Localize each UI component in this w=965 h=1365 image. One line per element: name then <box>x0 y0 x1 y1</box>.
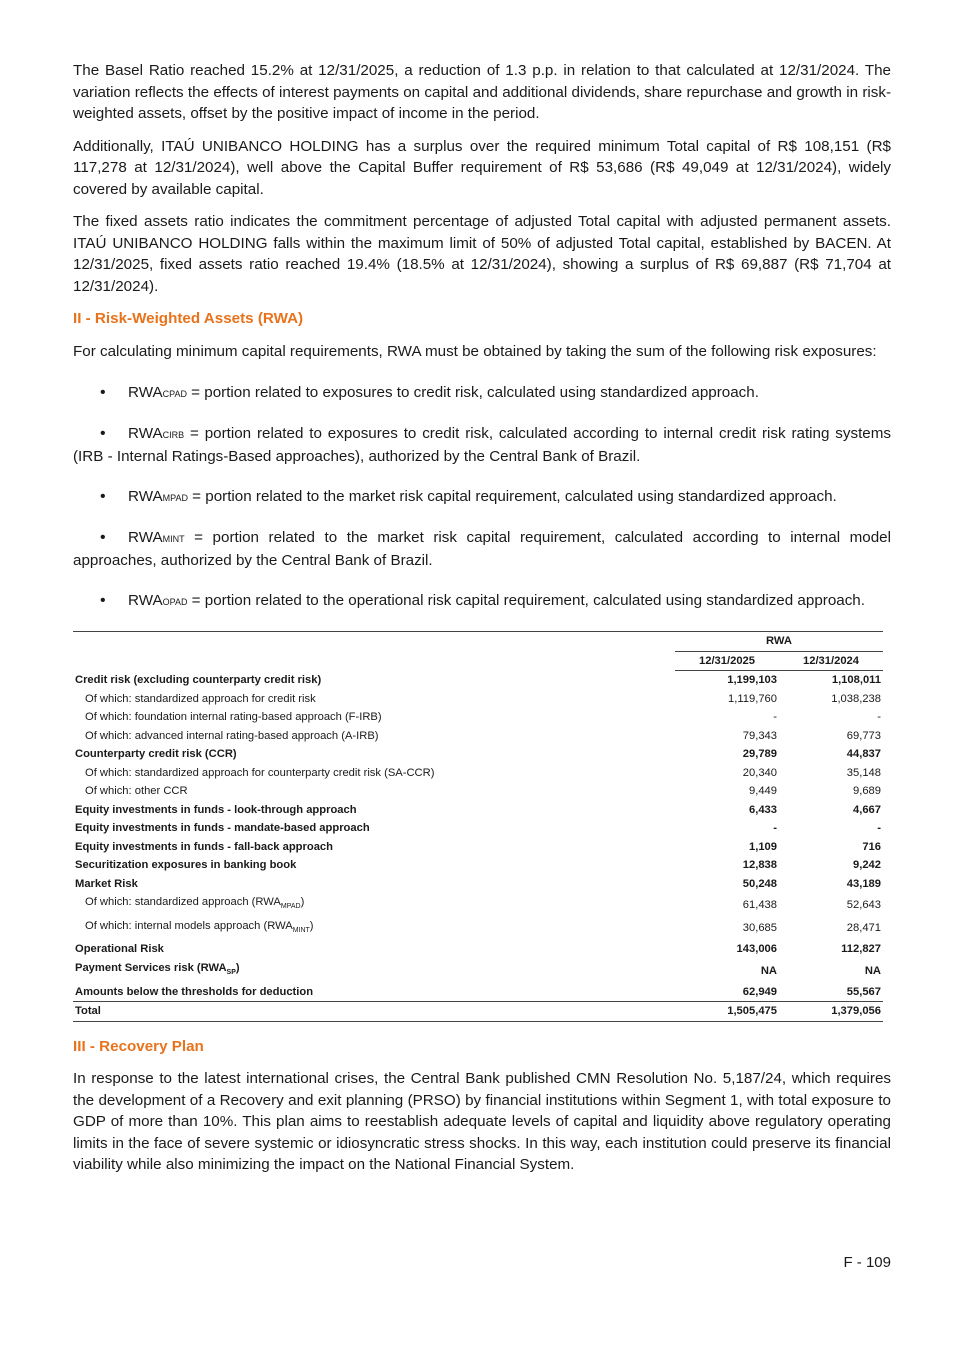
value-2024: 44,837 <box>846 748 881 760</box>
rwa-bullet-item <box>73 382 891 405</box>
table-row <box>73 782 883 801</box>
rwa-bullet-list <box>73 382 891 613</box>
bullet-text: = portion related to the market risk capital requirement, calculated using standardized approach. <box>187 488 837 505</box>
row-label-subscript: MINT <box>292 926 310 934</box>
bullet-icon: • <box>100 384 106 401</box>
value-2024: 9,689 <box>853 785 881 797</box>
value-2025: 50,248 <box>742 877 777 890</box>
rwa-bullet-item <box>73 590 891 613</box>
rwa-table <box>73 631 883 1022</box>
row-label-text: Of which: internal models approach (RWA <box>85 919 293 932</box>
table-row <box>73 690 883 709</box>
bullet-prefix: RWA <box>128 529 163 546</box>
row-label-text: Equity investments in funds - fall-back approach <box>75 840 333 853</box>
row-label-subscript: MPAD <box>280 903 301 911</box>
bullet-icon: • <box>100 425 106 442</box>
row-label <box>73 727 675 746</box>
heading-recovery-plan: III - Recovery Plan <box>73 1037 204 1055</box>
row-label-text: Operational Risk <box>75 943 164 956</box>
bullet-subscript: CPAD <box>162 389 187 399</box>
row-label-suffix: ) <box>309 919 314 932</box>
row-label <box>73 917 675 941</box>
row-label <box>73 819 675 838</box>
table-row <box>73 856 883 875</box>
value-2024: 69,773 <box>846 729 881 742</box>
value-2024: 35,148 <box>846 766 881 779</box>
table-row <box>73 838 883 857</box>
row-label-text: Of which: standardized approach for counterparty credit risk (SA-CCR) <box>85 766 435 779</box>
table-row <box>73 764 883 783</box>
row-label <box>73 940 675 959</box>
document-page <box>73 60 891 1187</box>
row-label-text: Amounts below the thresholds for deduction <box>75 985 314 998</box>
value-2024: 9,242 <box>853 859 881 871</box>
rwa-bullet-item <box>73 527 891 572</box>
row-label <box>73 875 675 894</box>
row-label-text: Market Risk <box>75 877 138 890</box>
value-2024: NA <box>864 964 881 977</box>
row-label <box>73 801 675 820</box>
bullet-subscript: MPAD <box>162 493 188 503</box>
row-label-text: Securitization exposures in banking book <box>75 859 297 871</box>
value-2025: NA <box>760 964 777 977</box>
row-label-text: Of which: other CCR <box>85 785 188 797</box>
row-label-text: Total <box>75 1005 101 1018</box>
value-2024: - <box>877 711 881 723</box>
row-label <box>73 983 675 1002</box>
paragraph-fixed-assets: The fixed assets ratio indicates the commitment percentage of adjusted Total capital with adjusted permanent assets. ITAÚ UNIBANCO HOLDING falls within the maximum limit of 50% of adjusted Total capital, established by BACEN. At 12/31/2025, fixed assets ratio reached 19.4% (18.5% at 12/31/2024), showing a surplus of R$ 69,887 (R$ 71,704 at 12/31/2024). <box>73 213 891 295</box>
row-label <box>73 671 675 690</box>
bullet-prefix: RWA <box>128 488 163 505</box>
row-label-text: Credit risk (excluding counterparty credit risk) <box>75 673 322 686</box>
row-label <box>73 959 675 983</box>
bullet-prefix: RWA <box>128 425 163 442</box>
bullet-subscript: CIRB <box>162 430 185 440</box>
table-row <box>73 801 883 820</box>
value-2025: 30,685 <box>742 922 777 935</box>
bullet-text: = portion related to exposures to credit risk, calculated according to internal credit risk rating systems (IRB - Internal Ratings-Based approaches), authorized by the Central Bank of Brazil. <box>73 425 891 465</box>
row-label-text: Of which: advanced internal rating-based approach (A-IRB) <box>85 729 379 742</box>
row-label <box>73 690 675 709</box>
value-2025: - <box>773 822 777 834</box>
paragraph-basel-ratio: The Basel Ratio reached 15.2% at 12/31/2025, a reduction of 1.3 p.p. in relation to that calculated at 12/31/2024. The variation reflects the effects of interest payments on capital and additional dividends, share repurchase and growth in risk-weighted assets, offset by the positive impact of income in the period. <box>73 62 891 122</box>
rwa-bullet-item <box>73 423 891 468</box>
row-label-text: Of which: standardized approach (RWA <box>85 896 281 908</box>
value-2024: 1,108,011 <box>831 674 881 686</box>
table-row <box>73 1002 883 1022</box>
row-label <box>73 838 675 857</box>
column-header-2025: 12/31/2025 <box>675 651 779 671</box>
bullet-icon: • <box>100 529 106 546</box>
row-label-subscript: SP <box>226 969 236 977</box>
table-row <box>73 983 883 1002</box>
table-row <box>73 917 883 941</box>
value-2025: 1,119,760 <box>728 692 777 705</box>
bullet-text: = portion related to exposures to credit risk, calculated using standardized approach. <box>186 384 759 401</box>
value-2024: 52,643 <box>846 898 881 911</box>
table-row <box>73 893 883 917</box>
row-label-text: Of which: foundation internal rating-based approach (F-IRB) <box>85 711 382 723</box>
value-2025: 62,949 <box>742 985 777 998</box>
bullet-prefix: RWA <box>128 384 163 401</box>
row-label <box>73 856 675 875</box>
value-2025: 79,343 <box>742 729 777 742</box>
value-2024: 43,189 <box>846 877 881 890</box>
table-row <box>73 875 883 894</box>
paragraph-rwa-intro: For calculating minimum capital requirements, RWA must be obtained by taking the sum of the following risk exposures: <box>73 342 877 360</box>
row-label-text: Counterparty credit risk (CCR) <box>75 748 237 760</box>
row-label <box>73 1002 675 1022</box>
bullet-subscript: OPAD <box>162 597 188 607</box>
rwa-table-body <box>73 671 883 1022</box>
table-row <box>73 727 883 746</box>
value-2024: 4,667 <box>853 803 881 816</box>
value-2024: 55,567 <box>846 985 881 998</box>
bullet-prefix: RWA <box>128 592 163 609</box>
table-row <box>73 940 883 959</box>
row-label-text: Payment Services risk (RWA <box>75 961 227 974</box>
value-2024: 112,827 <box>841 943 881 956</box>
table-row <box>73 671 883 690</box>
row-label-suffix: ) <box>300 896 305 908</box>
value-2025: 143,006 <box>736 943 777 956</box>
heading-rwa: II - Risk-Weighted Assets (RWA) <box>73 310 304 327</box>
page-number: F - 109 <box>843 1254 891 1271</box>
bullet-subscript: MINT <box>162 534 185 544</box>
table-row <box>73 745 883 764</box>
bullet-icon: • <box>100 592 106 609</box>
row-label-text: Equity investments in funds - mandate-based approach <box>75 822 370 834</box>
rwa-bullet-item <box>73 486 891 509</box>
value-2024: - <box>877 822 881 834</box>
row-label <box>73 764 675 783</box>
bullet-text: = portion related to the operational risk capital requirement, calculated using standardized approach. <box>187 592 865 609</box>
value-2024: 1,038,238 <box>831 692 881 705</box>
value-2025: 1,505,475 <box>675 1002 779 1022</box>
table-row <box>73 708 883 727</box>
value-2025: 12,838 <box>742 859 777 871</box>
value-2025: 1,199,103 <box>727 674 777 686</box>
column-header-2024: 12/31/2024 <box>779 651 883 671</box>
row-label <box>73 782 675 801</box>
row-label-suffix: ) <box>235 961 240 974</box>
bullet-icon: • <box>100 488 106 505</box>
value-2025: 20,340 <box>742 766 777 779</box>
value-2025: 1,109 <box>749 840 777 853</box>
value-2024: 716 <box>862 840 881 853</box>
bullet-text: = portion related to the market risk capital requirement, calculated according to internal model approaches, authorized by the Central Bank of Brazil. <box>73 529 891 569</box>
table-row <box>73 819 883 838</box>
paragraph-capital-surplus: Additionally, ITAÚ UNIBANCO HOLDING has a surplus over the required minimum Total capital of R$ 108,151 (R$ 117,278 at 12/31/2024), well above the Capital Buffer requirement of R$ 53,686 (R$ 49,049 at 12/31/2024), widely covered by available capital. <box>73 137 891 198</box>
value-2025: 9,449 <box>749 785 777 797</box>
value-2025: 6,433 <box>749 803 777 816</box>
paragraph-recovery-plan: In response to the latest international crises, the Central Bank published CMN Resolution No. 5,187/24, which requires the development of a Recovery and exit planning (PRSO) by financial institutions within Segment 1, with total exposure to GDP of more than 10%. This plan aims to reestablish adequate levels of capital and liquidity above regulatory operating limits in the face of severe systemic or idiosyncratic stress shocks. In this way, each institution could preserve its financial viability while also minimizing the impact on the National Financial System. <box>73 1070 891 1174</box>
table-row <box>73 959 883 983</box>
value-2025: 61,438 <box>742 898 777 911</box>
value-2024: 1,379,056 <box>779 1002 883 1022</box>
row-label-text: Equity investments in funds - look-through approach <box>75 803 357 816</box>
row-label <box>73 708 675 727</box>
row-label-text: Of which: standardized approach for credit risk <box>85 692 316 705</box>
table-group-header: RWA <box>675 632 883 652</box>
row-label <box>73 745 675 764</box>
row-label <box>73 893 675 917</box>
value-2025: - <box>773 711 777 723</box>
value-2025: 29,789 <box>742 748 777 760</box>
value-2024: 28,471 <box>846 922 881 935</box>
